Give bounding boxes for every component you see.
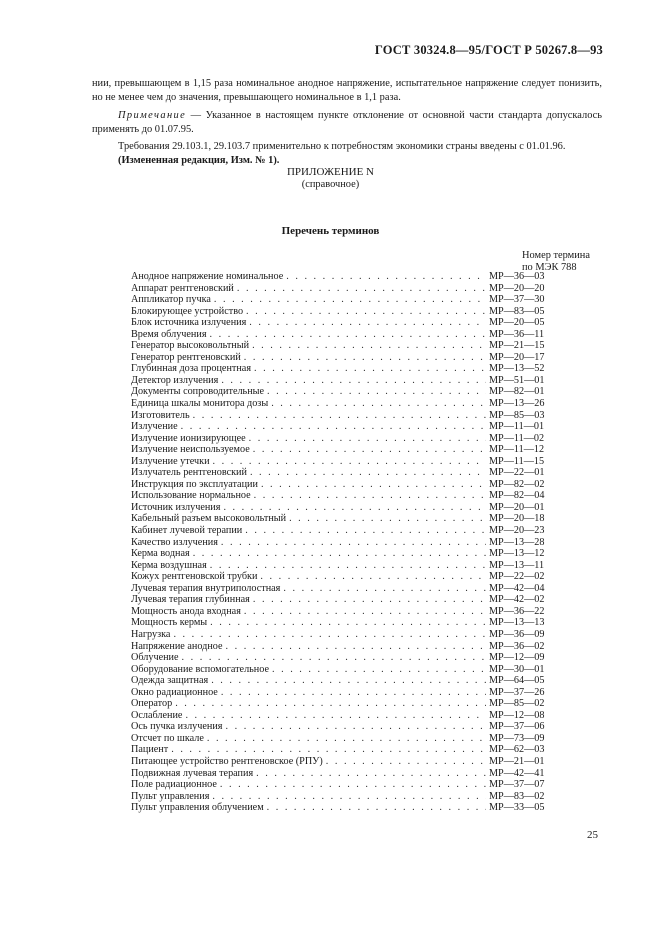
leader-dots: [226, 641, 486, 653]
term-row: [131, 791, 561, 803]
term-code: MP—85—03: [489, 409, 545, 421]
term-name: Блокирующее устройство: [131, 305, 244, 317]
leader-dots: [226, 721, 487, 733]
term-row: [131, 698, 561, 710]
term-row: [131, 444, 561, 456]
term-row: [131, 768, 561, 780]
page-number: 25: [587, 829, 598, 841]
term-code: MP—83—05: [489, 305, 545, 317]
term-row: [131, 721, 561, 733]
term-code: MP—12—08: [489, 709, 545, 721]
term-row: [131, 756, 561, 768]
paragraph-continuation: нии, превышающем в 1,15 раза номинальное анодное напряжение, испытательное напряжение следует понизить, но не менее чем до значения, превышающего номинальное в 1,1 раза.: [92, 78, 602, 103]
term-row: [131, 271, 561, 283]
term-row: [131, 421, 561, 433]
term-code: MP—11—15: [489, 455, 545, 467]
term-row: [131, 410, 561, 422]
term-code: MP—36—02: [489, 640, 545, 652]
term-row: [131, 617, 561, 629]
term-code: MP—11—12: [489, 444, 545, 456]
leader-dots: [326, 756, 486, 768]
term-name: Керма воздушная: [131, 559, 207, 571]
term-row: [131, 294, 561, 306]
term-name: Керма водная: [131, 548, 190, 560]
term-row: [131, 594, 561, 606]
term-code: MP—21—01: [489, 755, 545, 767]
term-code: MP—37—26: [489, 686, 545, 698]
term-row: [131, 675, 561, 687]
term-code: MP—33—05: [489, 802, 545, 814]
term-name: Источник излучения: [131, 501, 221, 513]
term-row: [131, 513, 561, 525]
requirements-text: Требования 29.103.1, 29.103.7 применительно к потребностям экономики страны введены с 01.01.96.: [118, 141, 566, 152]
term-row: [131, 283, 561, 295]
note-paragraph: [92, 109, 602, 137]
term-name: Мощность кермы: [131, 617, 208, 629]
term-name: Оператор: [131, 698, 173, 710]
term-name: Кабинет лучевой терапии: [131, 525, 243, 537]
term-row: [131, 652, 561, 664]
term-code: MP—36—22: [489, 605, 545, 617]
term-code: MP—37—30: [489, 294, 545, 306]
term-name: Пациент: [131, 744, 169, 756]
leader-dots: [185, 710, 486, 722]
leader-dots: [253, 594, 486, 606]
term-name: Излучатель рентгеновский: [131, 467, 247, 479]
term-code: MP—36—11: [489, 328, 545, 340]
term-code: MP—13—12: [489, 548, 545, 560]
term-name: Пульт управления: [131, 790, 210, 802]
term-code: MP—20—01: [489, 501, 545, 513]
term-row: [131, 560, 561, 572]
leader-dots: [260, 571, 486, 583]
term-name: Анодное напряжение номинальное: [131, 271, 284, 282]
leader-dots: [171, 744, 486, 756]
leader-dots: [254, 363, 486, 375]
term-code: MP—51—01: [489, 374, 545, 386]
term-name: Время облучения: [131, 328, 207, 340]
term-code: MP—13—13: [489, 617, 545, 629]
term-code: MP—36—03: [489, 271, 545, 282]
term-row: [131, 802, 561, 814]
term-code: MP—37—06: [489, 721, 545, 733]
leader-dots: [175, 698, 486, 710]
term-name: Инструкция по эксплуатации: [131, 478, 258, 490]
term-row: [131, 629, 561, 641]
term-code: MP—82—02: [489, 478, 545, 490]
term-row: [131, 779, 561, 791]
term-code: MP—85—02: [489, 698, 545, 710]
terms-list: [131, 271, 561, 814]
term-name: Блок источника излучения: [131, 317, 247, 329]
term-row: [131, 502, 561, 514]
term-name: Детектор излучения: [131, 374, 219, 386]
leader-dots: [272, 664, 486, 676]
column-header-line2: по МЭК 788: [522, 262, 577, 273]
term-name: Отсчет по шкале: [131, 732, 204, 744]
term-code: MP—13—28: [489, 536, 545, 548]
term-row: [131, 340, 561, 352]
term-name: Излучение ионизирующее: [131, 432, 246, 444]
term-name: Нагрузка: [131, 628, 171, 640]
term-code: MP—82—04: [489, 490, 545, 502]
term-code: MP—42—04: [489, 582, 545, 594]
term-row: [131, 490, 561, 502]
term-code: MP—20—23: [489, 525, 545, 537]
leader-dots: [212, 791, 486, 803]
term-row: [131, 710, 561, 722]
term-row: [131, 363, 561, 375]
term-name: Напряжение анодное: [131, 640, 223, 652]
term-name: Ось пучка излучения: [131, 721, 223, 733]
term-name: Кожух рентгеновской трубки: [131, 571, 258, 583]
term-row: [131, 664, 561, 676]
term-code: MP—37—07: [489, 779, 545, 791]
term-code: MP—42—02: [489, 594, 545, 606]
term-name: Кабельный разъем высоковольтный: [131, 513, 287, 525]
leader-dots: [182, 652, 486, 664]
leader-dots: [213, 456, 486, 468]
term-code: MP—73—09: [489, 732, 545, 744]
leader-dots: [246, 306, 486, 318]
leader-dots: [193, 548, 486, 560]
term-row: [131, 467, 561, 479]
term-name: Оборудование вспомогательное: [131, 663, 269, 675]
term-code: MP—62—03: [489, 744, 545, 756]
leader-dots: [214, 294, 486, 306]
term-code: MP—30—01: [489, 663, 545, 675]
term-name: Глубинная доза процентная: [131, 363, 252, 375]
term-name: Питающее устройство рентгеновское (РПУ): [131, 755, 323, 767]
leader-dots: [252, 340, 486, 352]
appendix-title: ПРИЛОЖЕНИЕ N: [286, 166, 374, 178]
leader-dots: [223, 502, 486, 514]
term-code: MP—82—01: [489, 386, 545, 398]
leader-dots: [207, 733, 486, 745]
leader-dots: [221, 687, 486, 699]
leader-dots: [245, 525, 486, 537]
leader-dots: [220, 779, 486, 791]
term-code: MP—22—02: [489, 571, 545, 583]
term-name: Одежда защитная: [131, 675, 209, 687]
term-row: [131, 583, 561, 595]
term-name: Мощность анода входная: [131, 605, 241, 617]
term-row: [131, 329, 561, 341]
term-code: MP—36—09: [489, 628, 545, 640]
term-code: MP—22—01: [489, 467, 545, 479]
leader-dots: [267, 386, 486, 398]
term-row: [131, 548, 561, 560]
term-row: [131, 386, 561, 398]
leader-dots: [250, 467, 486, 479]
term-name: Облучение: [131, 652, 179, 664]
leader-dots: [244, 352, 486, 364]
term-name: Излучение утечки: [131, 455, 210, 467]
leader-dots: [221, 537, 486, 549]
term-name: Излучение неиспользуемое: [131, 444, 250, 456]
term-name: Пульт управления облучением: [131, 802, 264, 814]
leader-dots: [253, 444, 486, 456]
leader-dots: [289, 513, 486, 525]
amendment-note: (Измененная редакция, Изм. № 1).: [118, 155, 280, 166]
term-name: Аппликатор пучка: [131, 294, 211, 306]
leader-dots: [286, 271, 486, 283]
term-code: MP—13—52: [489, 363, 545, 375]
term-row: [131, 479, 561, 491]
term-name: Единица шкалы монитора дозы: [131, 398, 269, 410]
leader-dots: [267, 802, 486, 814]
term-name: Аппарат рентгеновский: [131, 282, 234, 294]
term-code: MP—13—26: [489, 398, 545, 410]
term-row: [131, 571, 561, 583]
term-row: [131, 317, 561, 329]
term-code: MP—11—01: [489, 421, 545, 433]
leader-dots: [181, 421, 486, 433]
term-name: Подвижная лучевая терапия: [131, 767, 254, 779]
requirements-paragraph: [92, 140, 602, 168]
term-name: Использование нормальное: [131, 490, 251, 502]
term-code: MP—12—09: [489, 652, 545, 664]
term-code: MP—13—11: [489, 559, 545, 571]
term-code: MP—83—02: [489, 790, 545, 802]
term-code: MP—20—05: [489, 317, 545, 329]
term-code: MP—20—18: [489, 513, 545, 525]
term-row: [131, 641, 561, 653]
term-code: MP—11—02: [489, 432, 545, 444]
leader-dots: [211, 675, 486, 687]
term-name: Поле радиационное: [131, 779, 217, 791]
document-header: ГОСТ 30324.8—95/ГОСТ Р 50267.8—93: [374, 43, 603, 57]
leader-dots: [254, 490, 486, 502]
term-name: Лучевая терапия внутриполостная: [131, 582, 281, 594]
term-row: [131, 352, 561, 364]
term-code: MP—21—15: [489, 340, 545, 352]
term-name: Документы сопроводительные: [131, 386, 265, 398]
term-name: Окно радиационное: [131, 686, 218, 698]
leader-dots: [210, 617, 486, 629]
column-header-line1: Номер термина: [522, 250, 590, 261]
term-name: Ослабление: [131, 709, 183, 721]
term-row: [131, 733, 561, 745]
leader-dots: [249, 433, 486, 445]
term-row: [131, 456, 561, 468]
leader-dots: [193, 410, 486, 422]
term-row: [131, 398, 561, 410]
leader-dots: [261, 479, 486, 491]
term-name: Генератор высоковольтный: [131, 340, 250, 352]
term-row: [131, 687, 561, 699]
leader-dots: [283, 583, 486, 595]
term-name: Качество излучения: [131, 536, 218, 548]
term-row: [131, 606, 561, 618]
term-row: [131, 433, 561, 445]
term-row: [131, 375, 561, 387]
term-row: [131, 744, 561, 756]
leader-dots: [249, 317, 486, 329]
note-text: — Указанное в настоящем пункте отклонение от основной части стандарта допускалось применять до 01.07.95.: [92, 110, 602, 135]
term-code: MP—64—05: [489, 675, 545, 687]
term-code: MP—20—17: [489, 351, 545, 363]
leader-dots: [256, 768, 486, 780]
term-row: [131, 537, 561, 549]
leader-dots: [244, 606, 486, 618]
term-row: [131, 525, 561, 537]
term-name: Изготовитель: [131, 409, 190, 421]
appendix-subtitle: (справочное): [301, 179, 360, 190]
term-name: Лучевая терапия глубинная: [131, 594, 250, 606]
leader-dots: [221, 375, 486, 387]
term-row: [131, 306, 561, 318]
term-name: Генератор рентгеновский: [131, 351, 241, 363]
terms-list-title: Перечень терминов: [281, 225, 380, 237]
note-label: Примечание: [118, 110, 187, 121]
leader-dots: [237, 283, 486, 295]
term-name: Излучение: [131, 421, 178, 433]
term-code: MP—20—20: [489, 282, 545, 294]
leader-dots: [271, 398, 486, 410]
leader-dots: [210, 329, 486, 341]
leader-dots: [210, 560, 486, 572]
term-code: MP—42—41: [489, 767, 545, 779]
leader-dots: [173, 629, 486, 641]
